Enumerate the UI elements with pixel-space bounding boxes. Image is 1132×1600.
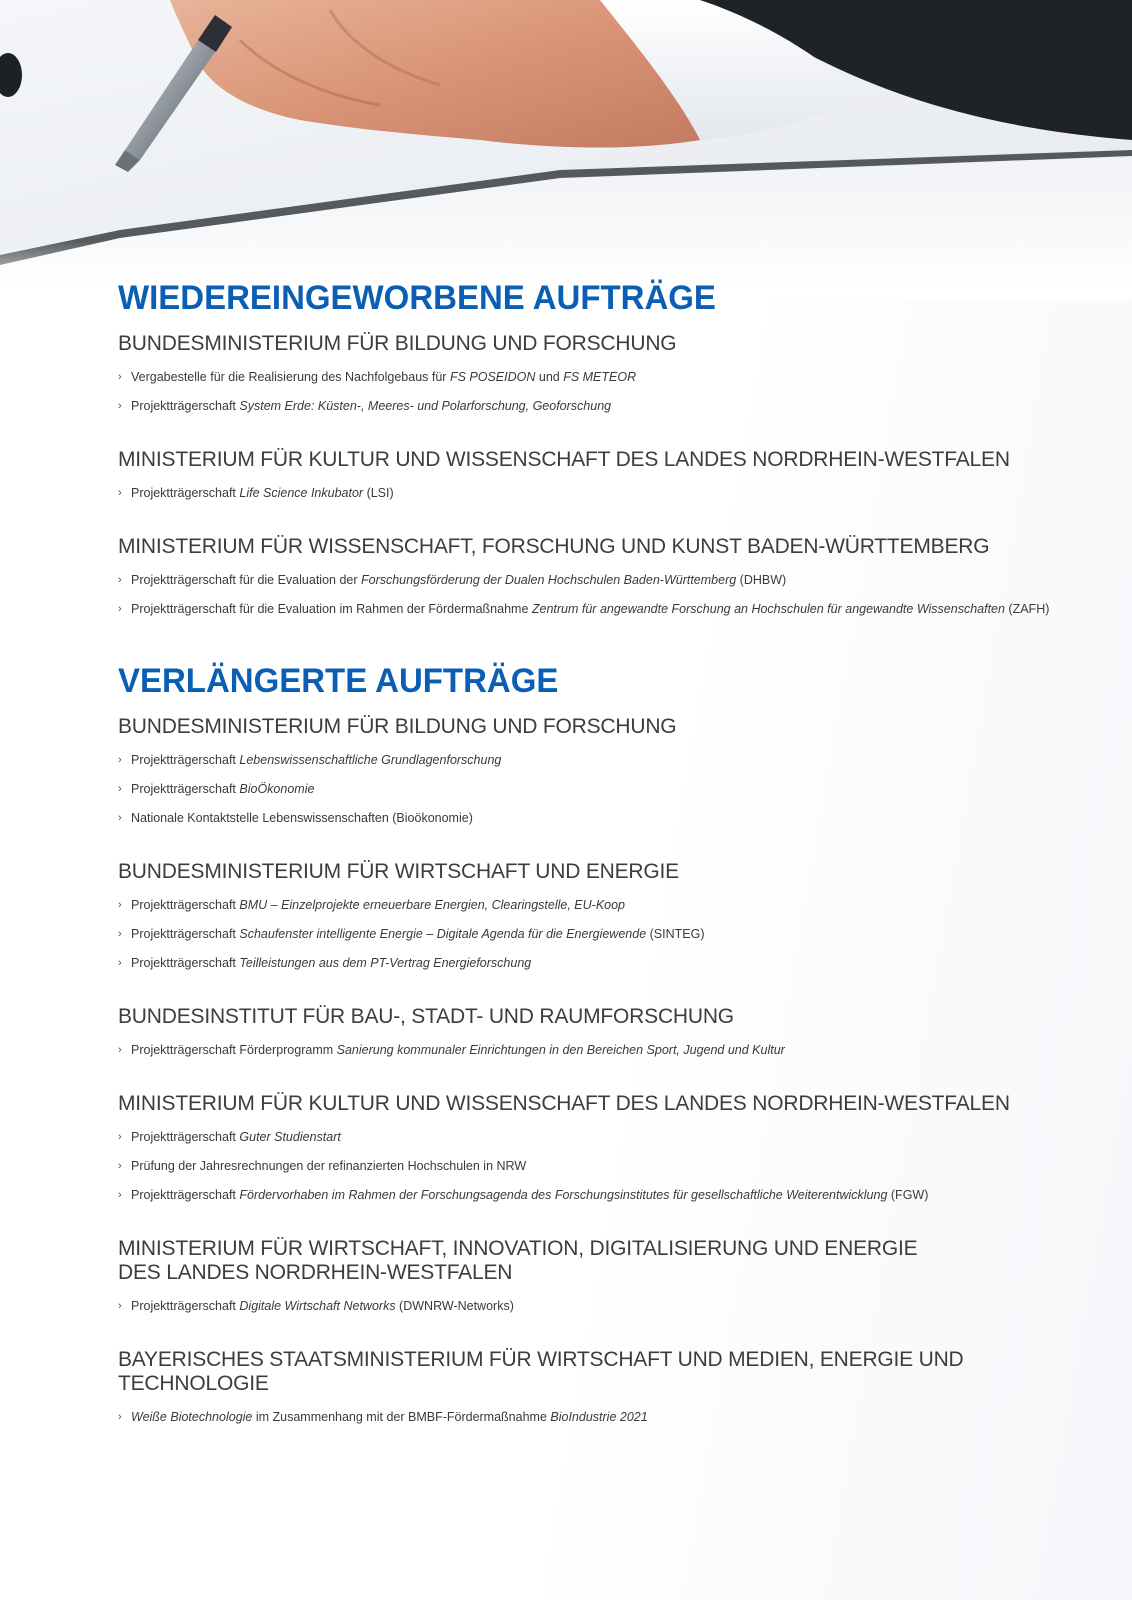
document-content <box>118 278 1050 1425</box>
list-item <box>118 486 1018 501</box>
item-list <box>118 486 1018 501</box>
list-item <box>118 1299 1018 1314</box>
chevron-right-icon: › <box>118 371 122 383</box>
list-item <box>118 1043 1018 1058</box>
chevron-right-icon: › <box>118 928 122 940</box>
italic-text: Forschungsförderung der Dualen Hochschulen Baden-Württemberg <box>360 573 737 587</box>
text: Projektträgerschaft <box>131 486 240 500</box>
hero-photo-signing <box>0 0 1132 300</box>
group-title: MINISTERIUM FÜR KULTUR UND WISSENSCHAFT DES LANDES NORDRHEIN-WESTFALEN <box>118 448 1010 471</box>
text: Projektträgerschaft <box>131 753 240 767</box>
chevron-right-icon: › <box>118 1189 122 1201</box>
italic-text: System Erde: Küsten-, Meeres- und Polarforschung, Geoforschung <box>239 399 612 413</box>
italic-text: Sanierung kommunaler Einrichtungen in den Bereichen Sport, Jugend und Kultur <box>336 1043 785 1057</box>
group-mkw-nrw <box>118 1092 1018 1203</box>
chevron-right-icon: › <box>118 603 122 615</box>
chevron-right-icon: › <box>118 899 122 911</box>
list-item <box>118 1159 1018 1174</box>
group-mkw-nrw <box>118 448 1018 501</box>
text: (DWNRW-Networks) <box>395 1299 514 1313</box>
italic-text: Fördervorhaben im Rahmen der Forschungsagenda des Forschungsinstitutes für gesellschaftliche Weiterentwicklung <box>239 1188 888 1202</box>
group-title: BUNDESMINISTERIUM FÜR WIRTSCHAFT UND ENERGIE <box>118 860 679 883</box>
group-title: BUNDESMINISTERIUM FÜR BILDUNG UND FORSCHUNG <box>118 715 677 738</box>
chevron-right-icon: › <box>118 487 122 499</box>
text: Projektträgerschaft <box>131 782 240 796</box>
item-list <box>118 898 1018 971</box>
chevron-right-icon: › <box>118 400 122 412</box>
text: Projektträgerschaft <box>131 927 240 941</box>
group-bbsr <box>118 1005 1018 1058</box>
group-title: BUNDESMINISTERIUM FÜR BILDUNG UND FORSCHUNG <box>118 332 677 355</box>
text: Projektträgerschaft für die Evaluation der <box>131 573 361 587</box>
section-wiedereingeworben <box>118 278 1050 617</box>
text: und <box>535 370 564 384</box>
italic-text: BioÖkonomie <box>239 782 315 796</box>
chevron-right-icon: › <box>118 957 122 969</box>
list-item <box>118 927 1018 942</box>
italic-text: BMU – Einzelprojekte erneuerbare Energien, Clearingstelle, EU-Koop <box>239 898 626 912</box>
text: Projektträgerschaft <box>131 399 240 413</box>
group-title: MINISTERIUM FÜR WIRTSCHAFT, INNOVATION, DIGITALISIERUNG UND ENERGIE DES LANDES NORDRHEIN-WESTFALEN <box>118 1237 918 1284</box>
group-title: MINISTERIUM FÜR WISSENSCHAFT, FORSCHUNG UND KUNST BADEN-WÜRTTEMBERG <box>118 535 990 558</box>
italic-text: Schaufenster intelligente Energie – Digitale Agenda für die Energiewende <box>239 927 647 941</box>
hero-illustration <box>0 0 1132 300</box>
text: (LSI) <box>363 486 394 500</box>
list-item <box>118 782 1018 797</box>
text: Projektträgerschaft <box>131 1299 240 1313</box>
italic-text: Digitale Wirtschaft Networks <box>239 1299 396 1313</box>
chevron-right-icon: › <box>118 1131 122 1143</box>
list-item <box>118 898 1018 913</box>
text: Vergabestelle für die Realisierung des Nachfolgebaus für <box>131 370 450 384</box>
list-item <box>118 370 1018 385</box>
list-item <box>118 1130 1018 1145</box>
italic-text: Zentrum für angewandte Forschung an Hochschulen für angewandte Wissenschaften <box>531 602 1005 616</box>
chevron-right-icon: › <box>118 1300 122 1312</box>
list-item <box>118 753 1018 768</box>
item-list <box>118 1410 1018 1425</box>
text: Projektträgerschaft <box>131 898 240 912</box>
item-list <box>118 370 1018 414</box>
text: (DHBW) <box>736 573 787 587</box>
text: Projektträgerschaft <box>131 1130 240 1144</box>
chevron-right-icon: › <box>118 783 122 795</box>
italic-text: FS POSEIDON <box>449 370 536 384</box>
list-item <box>118 1410 1018 1425</box>
text: Projektträgerschaft <box>131 1188 240 1202</box>
group-stmwi-bayern <box>118 1348 1018 1425</box>
text: im Zusammenhang mit der BMBF-Fördermaßnahme <box>252 1410 551 1424</box>
item-list <box>118 573 1050 617</box>
group-title: BAYERISCHES STAATSMINISTERIUM FÜR WIRTSCHAFT UND MEDIEN, ENERGIE UND TECHNOLOGIE <box>118 1348 964 1395</box>
group-mwide-nrw <box>118 1237 1018 1314</box>
italic-text: Weiße Biotechnologie <box>131 1410 253 1424</box>
list-item <box>118 956 1018 971</box>
list-item <box>118 1188 1018 1203</box>
chevron-right-icon: › <box>118 1044 122 1056</box>
chevron-right-icon: › <box>118 1411 122 1423</box>
text: Prüfung der Jahresrechnungen der refinanzierten Hochschulen in NRW <box>131 1159 527 1173</box>
italic-text: Guter Studienstart <box>239 1130 341 1144</box>
item-list <box>118 753 1018 826</box>
text: (FGW) <box>887 1188 929 1202</box>
list-item <box>118 602 1050 617</box>
section-verlaengert <box>118 661 1018 1425</box>
chevron-right-icon: › <box>118 754 122 766</box>
text: Nationale Kontaktstelle Lebenswissenschaften (Bioökonomie) <box>131 811 473 825</box>
list-item <box>118 811 1018 826</box>
item-list <box>118 1299 1018 1314</box>
text: Projektträgerschaft für die Evaluation im Rahmen der Fördermaßnahme <box>131 602 532 616</box>
list-item <box>118 573 1018 588</box>
chevron-right-icon: › <box>118 812 122 824</box>
group-bmwi <box>118 860 1018 971</box>
item-list <box>118 1130 1018 1203</box>
item-list <box>118 1043 1018 1058</box>
italic-text: BioIndustrie 2021 <box>550 1410 648 1424</box>
italic-text: Teilleistungen aus dem PT-Vertrag Energieforschung <box>239 956 532 970</box>
italic-text: Life Science Inkubator <box>239 486 364 500</box>
group-title: BUNDESINSTITUT FÜR BAU-, STADT- UND RAUMFORSCHUNG <box>118 1005 734 1028</box>
text: (ZAFH) <box>1004 602 1050 616</box>
chevron-right-icon: › <box>118 574 122 586</box>
group-bmbf <box>118 715 1018 826</box>
text: Projektträgerschaft <box>131 956 240 970</box>
section-title: WIEDEREINGEWORBENE AUFTRÄGE <box>118 279 716 317</box>
italic-text: Lebenswissenschaftliche Grundlagenforschung <box>239 753 502 767</box>
chevron-right-icon: › <box>118 1160 122 1172</box>
text: Projektträgerschaft Förderprogramm <box>131 1043 337 1057</box>
text: (SINTEG) <box>646 927 705 941</box>
group-bmbf <box>118 332 1018 414</box>
italic-text: FS METEOR <box>563 370 637 384</box>
group-title: MINISTERIUM FÜR KULTUR UND WISSENSCHAFT DES LANDES NORDRHEIN-WESTFALEN <box>118 1092 1010 1115</box>
section-title: VERLÄNGERTE AUFTRÄGE <box>118 662 559 700</box>
list-item <box>118 399 1018 414</box>
group-mwk-bw <box>118 535 1050 617</box>
